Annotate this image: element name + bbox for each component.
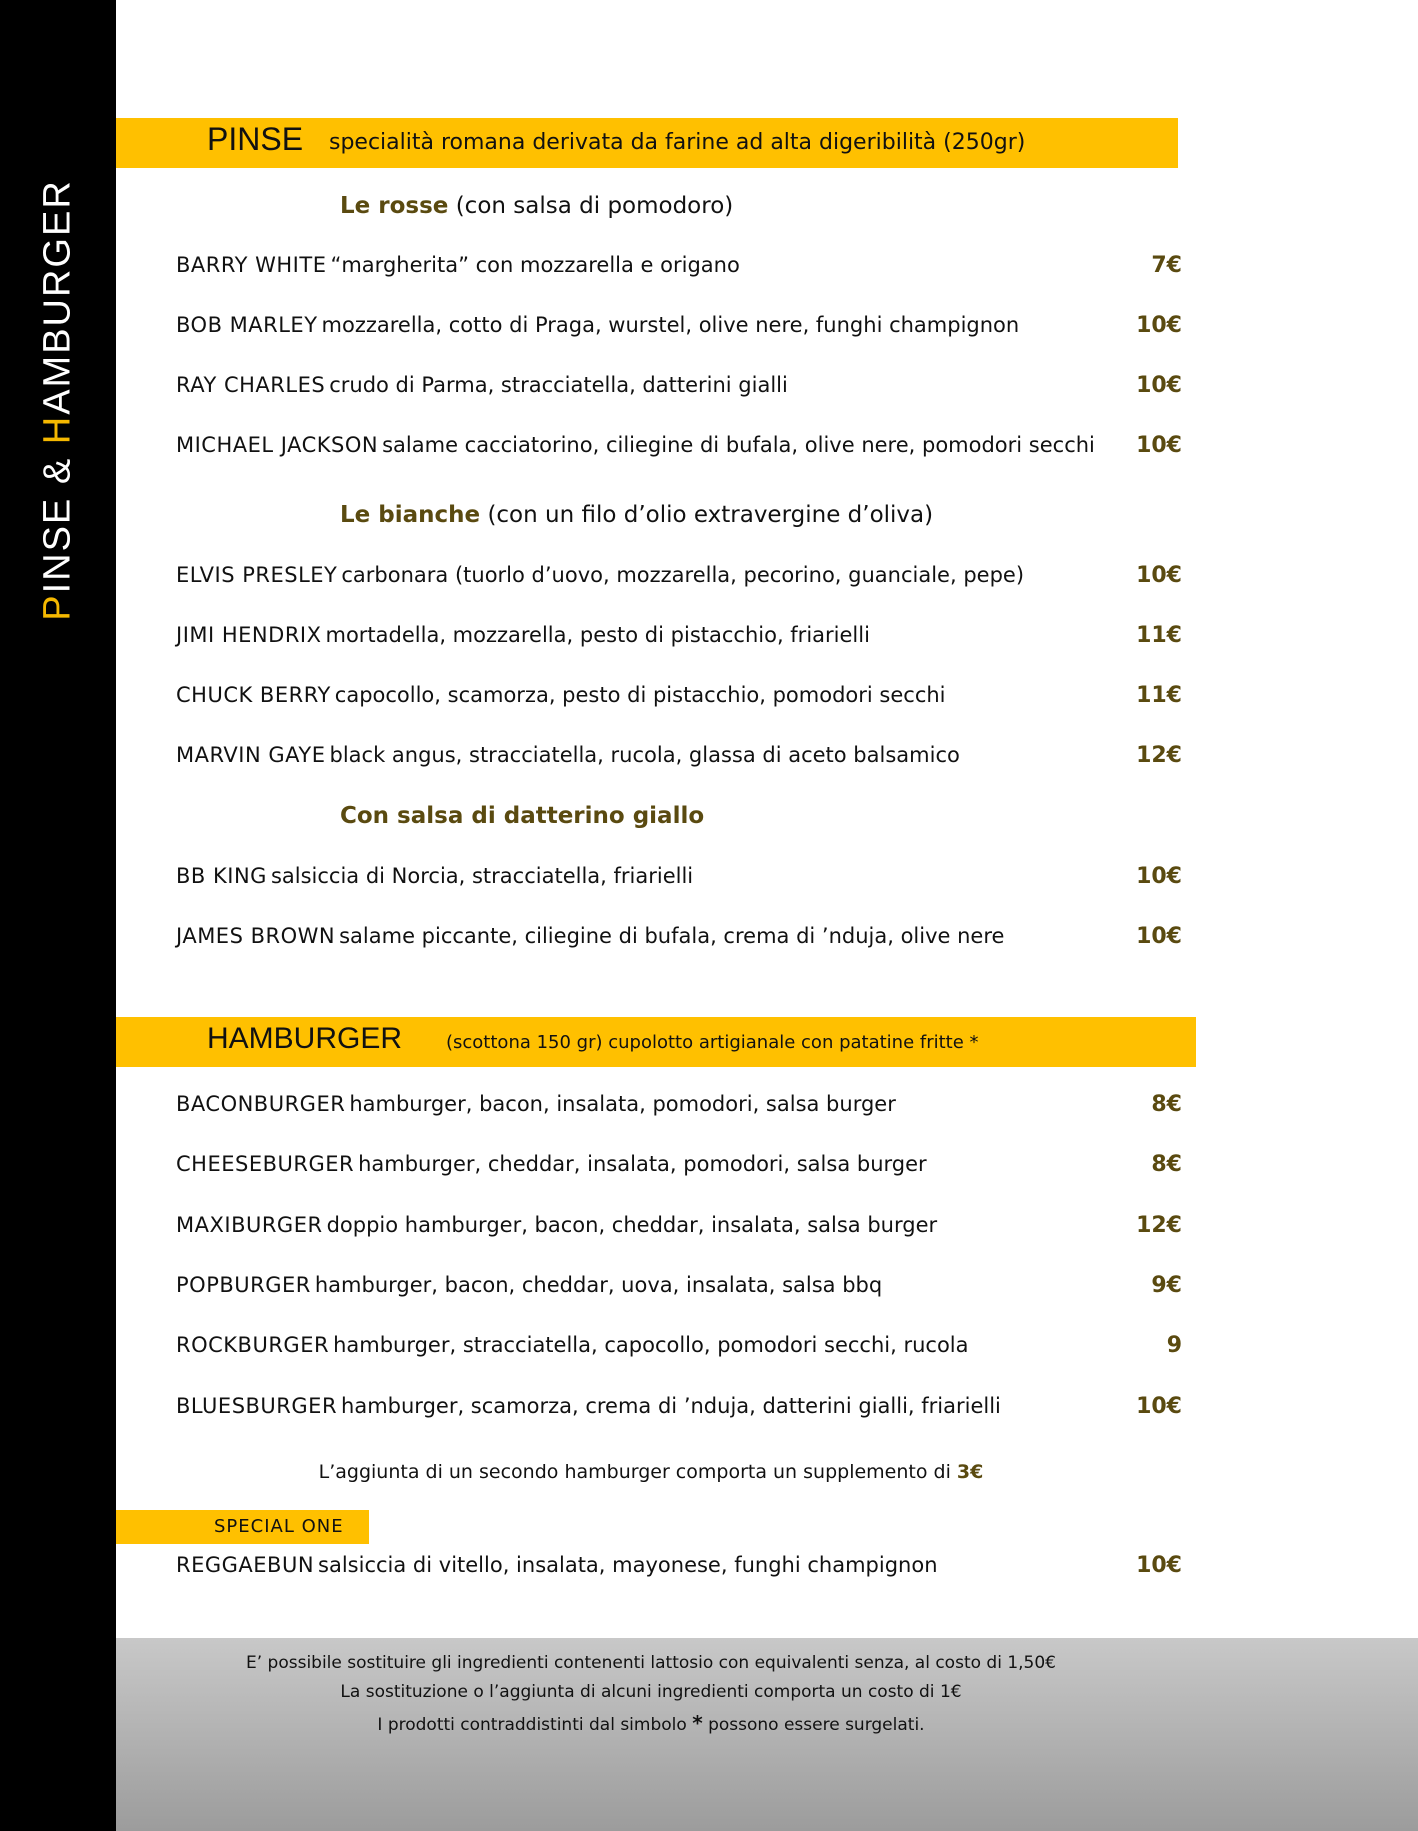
sidebar	[0, 0, 116, 1831]
rosse-label: Le rosse	[340, 193, 449, 219]
item-name: CHEESEBURGER	[176, 1152, 355, 1176]
item-price: 12€	[1136, 1213, 1182, 1238]
sidebar-title-part1: INSE &	[36, 444, 79, 594]
item-price: 9	[1166, 1333, 1182, 1358]
menu-item	[176, 1213, 1182, 1253]
item-name: REGGAEBUN	[176, 1553, 315, 1577]
item-price: 8€	[1151, 1152, 1182, 1177]
footer-line-3-end: possono essere surgelati.	[708, 1715, 925, 1735]
menu-item	[176, 1553, 1182, 1593]
menu-item	[176, 373, 1182, 413]
item-desc: hamburger, bacon, insalata, pomodori, salsa burger	[349, 1092, 896, 1116]
item-desc: hamburger, stracciatella, capocollo, pomodori secchi, rucola	[333, 1333, 969, 1357]
footer-line-1: E’ possibile sostituire gli ingredienti contenenti lattosio con equivalenti senza, al costo di 1,50€	[245, 1653, 1056, 1673]
item-desc: salsiccia di Norcia, stracciatella, friarielli	[270, 864, 694, 888]
item-price: 10€	[1136, 563, 1182, 588]
datterino-subheading	[340, 803, 704, 829]
item-name: BOB MARLEY	[176, 313, 318, 337]
item-price: 7€	[1151, 253, 1182, 278]
item-name: ELVIS PRESLEY	[176, 563, 338, 587]
rosse-note: (con salsa di pomodoro)	[455, 193, 734, 219]
item-price: 9€	[1151, 1273, 1182, 1298]
item-desc: hamburger, cheddar, insalata, pomodori, salsa burger	[358, 1152, 927, 1176]
item-desc: mozzarella, cotto di Praga, wurstel, olive nere, funghi champignon	[321, 313, 1020, 337]
pinse-band	[116, 118, 1178, 168]
item-price: 10€	[1136, 373, 1182, 398]
item-name: JAMES BROWN	[176, 924, 336, 948]
item-desc: salame piccante, ciliegine di bufala, crema di ’nduja, olive nere	[339, 924, 1005, 948]
menu-item	[176, 433, 1182, 473]
item-name: MARVIN GAYE	[176, 743, 326, 767]
rosse-subheading	[340, 193, 733, 219]
item-desc: mortadella, mozzarella, pesto di pistacchio, friarielli	[325, 623, 870, 647]
sidebar-title-p: P	[36, 593, 79, 621]
menu-item	[176, 743, 1182, 783]
item-name: JIMI HENDRIX	[176, 623, 322, 647]
item-price: 10€	[1136, 433, 1182, 458]
item-name: MICHAEL JACKSON	[176, 433, 379, 457]
bianche-subheading	[340, 502, 933, 528]
menu-item	[176, 683, 1182, 723]
bianche-label: Le bianche	[340, 502, 481, 528]
sidebar-title-h: H	[36, 414, 79, 445]
item-name: POPBURGER	[176, 1273, 311, 1297]
item-price: 8€	[1151, 1092, 1182, 1117]
item-price: 10€	[1136, 1394, 1182, 1419]
menu-item	[176, 1092, 1182, 1132]
item-name: ROCKBURGER	[176, 1333, 330, 1357]
footer	[116, 1638, 1418, 1831]
pinse-title: PINSE	[207, 121, 304, 157]
footer-line-3	[116, 1711, 1186, 1735]
hamburger-subtitle: (scottona 150 gr) cupolotto artigianale con patatine fritte *	[446, 1032, 979, 1053]
supplement-note-text: L’aggiunta di un secondo hamburger comporta un supplemento di	[318, 1461, 951, 1483]
sidebar-title-part2: AMBURGER	[36, 179, 79, 415]
menu-item	[176, 924, 1182, 964]
special-title: SPECIAL ONE	[214, 1516, 344, 1537]
item-name: CHUCK BERRY	[176, 683, 331, 707]
menu-item	[176, 1333, 1182, 1373]
hamburger-title: HAMBURGER	[207, 1022, 403, 1055]
item-desc: “margherita” con mozzarella e origano	[330, 253, 740, 277]
datterino-label: Con salsa di datterino giallo	[340, 803, 705, 829]
footer-line-3-start: I prodotti contraddistinti dal simbolo	[377, 1715, 687, 1735]
item-price: 11€	[1136, 683, 1182, 708]
menu-item	[176, 864, 1182, 904]
item-price: 11€	[1136, 623, 1182, 648]
item-name: MAXIBURGER	[176, 1213, 323, 1237]
item-name: BLUESBURGER	[176, 1394, 338, 1418]
item-name: BARRY WHITE	[176, 253, 327, 277]
supplement-note	[116, 1461, 1186, 1483]
item-price: 10€	[1136, 924, 1182, 949]
asterisk-symbol: *	[692, 1711, 703, 1735]
menu-item	[176, 623, 1182, 663]
item-desc: hamburger, bacon, cheddar, uova, insalata, salsa bbq	[314, 1273, 883, 1297]
item-name: RAY CHARLES	[176, 373, 326, 397]
item-desc: doppio hamburger, bacon, cheddar, insalata, salsa burger	[326, 1213, 938, 1237]
item-desc: carbonara (tuorlo d’uovo, mozzarella, pecorino, guanciale, pepe)	[341, 563, 1025, 587]
menu-item	[176, 313, 1182, 353]
item-price: 12€	[1136, 743, 1182, 768]
sidebar-title	[37, 179, 80, 621]
bianche-note: (con un filo d’olio extravergine d’oliva)	[487, 502, 934, 528]
item-price: 10€	[1136, 313, 1182, 338]
menu-item	[176, 1273, 1182, 1313]
item-desc: crudo di Parma, stracciatella, datterini gialli	[329, 373, 788, 397]
item-name: BACONBURGER	[176, 1092, 346, 1116]
item-desc: black angus, stracciatella, rucola, glassa di aceto balsamico	[329, 743, 960, 767]
footer-line-2: La sostituzione o l’aggiunta di alcuni ingredienti comporta un costo di 1€	[340, 1682, 962, 1702]
item-desc: capocollo, scamorza, pesto di pistacchio, pomodori secchi	[334, 683, 946, 707]
item-price: 10€	[1136, 864, 1182, 889]
special-band	[116, 1510, 369, 1544]
item-name: BB KING	[176, 864, 267, 888]
item-desc: hamburger, scamorza, crema di ’nduja, datterini gialli, friarielli	[341, 1394, 1001, 1418]
hamburger-band	[116, 1017, 1196, 1067]
item-desc: salame cacciatorino, ciliegine di bufala, olive nere, pomodori secchi	[382, 433, 1095, 457]
menu-item	[176, 1394, 1182, 1434]
item-desc: salsiccia di vitello, insalata, mayonese, funghi champignon	[318, 1553, 938, 1577]
supplement-amount: 3€	[956, 1461, 984, 1483]
menu-item	[176, 253, 1182, 293]
item-price: 10€	[1136, 1553, 1182, 1578]
menu-item	[176, 563, 1182, 603]
menu-item	[176, 1152, 1182, 1192]
pinse-subtitle: specialità romana derivata da farine ad alta digeribilità (250gr)	[329, 130, 1026, 155]
